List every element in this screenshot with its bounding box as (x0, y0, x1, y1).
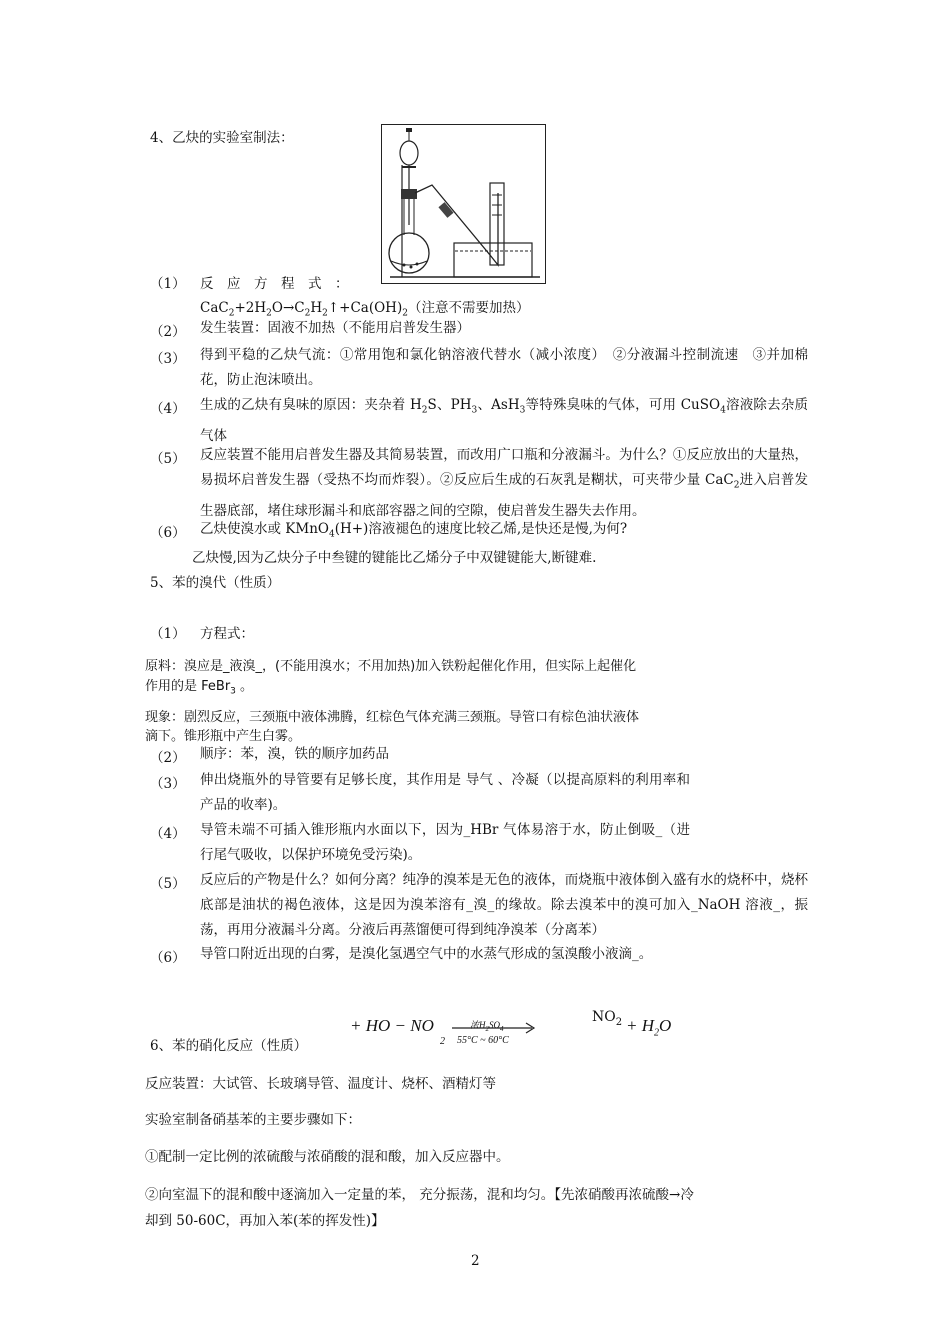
no2-group: $NO_2$ (592, 1009, 623, 1028)
text-part: (H+)溶液褪色的速度比较乙烯,是快还是慢,为何? (334, 521, 628, 537)
step-1: ①配制一定比例的浓硫酸与浓硝酸的混和酸，加入反应器中。 (145, 1149, 510, 1165)
text-part: 作用的是 FeBr (145, 679, 231, 694)
step-2-line-2: 却到 50-60C，再加入苯(苯的挥发性)】 (145, 1213, 385, 1229)
section-5-title: 5、苯的溴代（性质） (150, 575, 281, 591)
acetylene-apparatus-figure (381, 124, 546, 284)
item-text: 伸出烧瓶外的导管要有足够长度，其作用是 导气 、冷凝（以提高原料的利用率和产品的收率)。 (200, 772, 690, 813)
nitration-sub: 2 (440, 1036, 445, 1047)
steps-intro: 实验室制备硝基苯的主要步骤如下： (145, 1112, 361, 1128)
item-number: （2） (150, 324, 186, 340)
phenomenon-line-2: 滴下。锥形瓶中产生白雾。 (145, 729, 302, 744)
item-text: 发生装置：固液不加热（不能用启普发生器） (200, 320, 470, 336)
item-text: 顺序：苯，溴，铁的顺序加药品 (200, 746, 389, 762)
eq-note: （注意不需要加热） (407, 300, 530, 316)
eq-part: O→C (271, 300, 305, 316)
item-number: （6） (150, 525, 186, 541)
item-number: （5） (150, 876, 186, 892)
equation-label: 反 应 方 程 式 ： (200, 276, 349, 292)
item-text: 导管未端不可插入锥形瓶内水面以下，因为_HBr 气体易溶于水，防止倒吸_（进行尾气吸收，以保护环境免受污染)。 (200, 822, 690, 863)
item-number: （1） (150, 276, 186, 292)
item-number: （3） (150, 351, 186, 367)
acetylene-equation: $CaC_2+2H_2O\to C_2H_2↑+Ca(OH)_2$（注意不需要加热） (200, 300, 530, 319)
arrow-condition-top: 浓$H_2SO_4$ (470, 1020, 504, 1033)
text-part: 进入启普发生器底部，堵住球形漏斗和底部容器之间的空隙，使启普发生器失去作用。 (200, 472, 809, 519)
item-text: 方程式： (200, 626, 254, 642)
eq-part: H (310, 300, 323, 316)
item-number: （3） (150, 776, 186, 792)
text-part: O (659, 1016, 672, 1035)
text-part: 溶液除去杂质气体 (200, 397, 809, 444)
section-4-title: 4、乙炔的实验室制法： (150, 130, 294, 146)
eq-part: ↑+Ca(OH) (327, 300, 403, 316)
text-part: NO (592, 1009, 616, 1025)
page-number: 2 (471, 1253, 480, 1269)
text-part: + H (626, 1016, 654, 1035)
text-part: S、PH (427, 397, 472, 413)
item-text: 乙炔使溴水或 KMnO$_4$(H+)溶液褪色的速度比较乙烯,是快还是慢,为何? (200, 521, 628, 540)
raw-material-line-2: 作用的是 FeBr$_3$ 。 (145, 679, 254, 697)
text-part: 。 (240, 679, 254, 694)
apparatus-text: 反应装置：大试管、长玻璃导管、温度计、烧杯、酒精灯等 (145, 1076, 496, 1092)
item-text: 生成的乙炔有臭味的原因：夹杂着 $H_2S$、$PH_3$、AsH$_3$等特殊臭味的气体，可用 CuSO$_4$溶液除去杂质气体 (200, 397, 809, 444)
eq-part: CaC (200, 300, 229, 316)
item-number: （6） (150, 950, 186, 966)
answer-text: 乙炔慢,因为乙炔分子中叁键的键能比乙烯分子中双键键能大,断键难. (192, 550, 597, 566)
item-text: 导管口附近出现的白雾，是溴化氢遇空气中的水蒸气形成的氢溴酸小液滴_。 (200, 946, 653, 962)
text-part: 浓H (470, 1020, 486, 1030)
item-text: 得到平稳的乙炔气流：①常用饱和氯化钠溶液代替水（减小浓度） ②分液漏斗控制流速 ③并加棉花，防止泡沫喷出。 (200, 347, 808, 388)
section-6-title: 6、苯的硝化反应（性质） (150, 1038, 308, 1054)
nitration-lhs: + HO − NO (350, 1016, 434, 1035)
text-part: 乙炔使溴水或 KMnO (200, 521, 329, 537)
text-part: 等特殊臭味的气体，可用 CuSO (525, 397, 721, 413)
text-part: SO (489, 1020, 500, 1030)
item-number: （4） (150, 401, 186, 417)
reaction-arrow (452, 1022, 536, 1034)
eq-part: +2H (234, 300, 267, 316)
text-part: 生成的乙炔有臭味的原因：夹杂着 H (200, 397, 422, 413)
water-product: + $H_2O$ (626, 1016, 672, 1039)
phenomenon-line-1: 现象：剧烈反应，三颈瓶中液体沸腾，红棕色气体充满三颈瓶。导管口有棕色油状液体 (145, 710, 640, 725)
item-text: 反应装置不能用启普发生器及其简易装置，而改用广口瓶和分液漏斗。为什么？①反应放出的大量热，易损坏启普发生器（受热不均而炸裂）。②反应后生成的石灰乳是糊状，可夹带少量 CaC$_2$进入启普发生器底部，堵住球形漏斗和底部容器之间的空隙，使启普发生器失去作用。 (200, 447, 809, 519)
text-part: 、AsH (477, 397, 520, 413)
item-text: 反应后的产物是什么？如何分离？纯净的溴苯是无色的液体，而烧瓶中液体倒入盛有水的烧杯中，烧杯底部是油状的褐色液体，这是因为溴苯溶有_溴_的缘故。除去溴苯中的溴可加入_NaOH 溶液_，振荡，再用分液漏斗分离。分液后再蒸馏便可得到纯净溴苯（分离苯） (200, 872, 808, 938)
item-number: （4） (150, 826, 186, 842)
apparatus-drawing (382, 125, 545, 283)
item-number: （1） (150, 626, 186, 642)
step-2-line-1: ②向室温下的混和酸中逐滴加入一定量的苯， 充分振荡，混和均匀。【先浓硝酸再浓硫酸→冷 (145, 1187, 694, 1203)
raw-material-line-1: 原料：溴应是_液溴_，(不能用溴水；不用加热)加入铁粉起催化作用，但实际上起催化 (145, 659, 637, 674)
item-number: （5） (150, 451, 186, 467)
item-number: （2） (150, 750, 186, 766)
text-part: 反应装置不能用启普发生器及其简易装置，而改用广口瓶和分液漏斗。为什么？①反应放出的大量热，易损坏启普发生器（受热不均而炸裂）。②反应后生成的石灰乳是糊状，可夹带少量 CaC (200, 447, 808, 488)
arrow-condition-bottom: 55°C ~ 60°C (457, 1035, 509, 1046)
